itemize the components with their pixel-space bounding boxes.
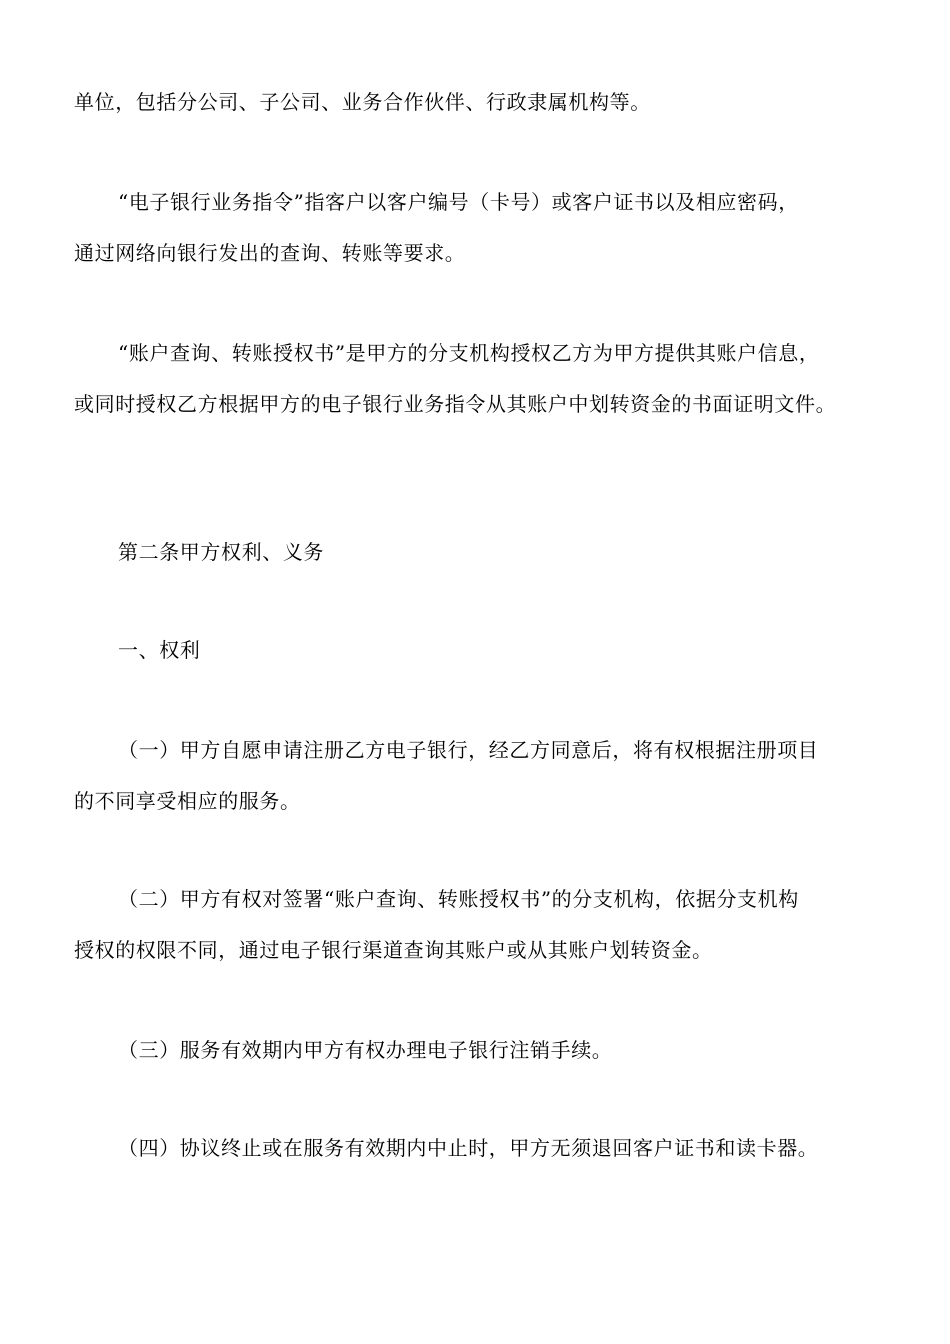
- item-1-line-1: （一）甲方自愿申请注册乙方电子银行，经乙方同意后，将有权根据注册项目: [118, 738, 819, 762]
- section-heading: 一、权利: [118, 638, 201, 662]
- paragraph-2-line-2: 通过网络向银行发出的查询、转账等要求。: [74, 241, 466, 265]
- item-2-line-1: （二）甲方有权对签署“账户查询、转账授权书”的分支机构，依据分支机构: [118, 887, 799, 911]
- article-heading: 第二条甲方权利、义务: [118, 540, 324, 564]
- item-4-line-1: （四）协议终止或在服务有效期内中止时，甲方无须退回客户证书和读卡器。: [118, 1136, 819, 1160]
- paragraph-3-line-1: “账户查询、转账授权书”是甲方的分支机构授权乙方为甲方提供其账户信息，: [118, 341, 820, 365]
- item-1-line-2: 的不同享受相应的服务。: [74, 789, 301, 813]
- item-2-line-2: 授权的权限不同，通过电子银行渠道查询其账户或从其账户划转资金。: [74, 938, 713, 962]
- item-3-line-1: （三）服务有效期内甲方有权办理电子银行注销手续。: [118, 1038, 613, 1062]
- paragraph-1-line-1: 单位，包括分公司、子公司、业务合作伙伴、行政隶属机构等。: [74, 90, 651, 114]
- paragraph-3-line-2: 或同时授权乙方根据甲方的电子银行业务指令从其账户中划转资金的书面证明文件。: [74, 392, 837, 416]
- paragraph-2-line-1: “电子银行业务指令”指客户以客户编号（卡号）或客户证书以及相应密码，: [118, 190, 799, 214]
